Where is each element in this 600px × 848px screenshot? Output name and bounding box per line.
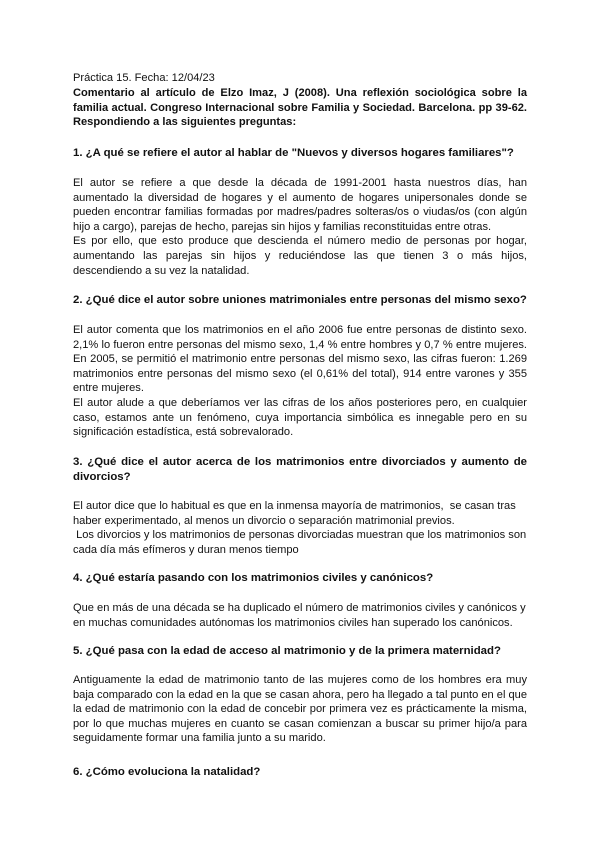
practice-line bbox=[73, 71, 527, 86]
answer-line: hijo a cargo), parejas de hecho, parejas sin hijos y familias reconstituidas entre otras. bbox=[73, 220, 492, 233]
answer-line: baja comparado con la edad en la que se casan ahora, pero ha llegado a tal punto en el que bbox=[73, 688, 527, 701]
answer-line: Antiguamente la edad de matrimonio tanto de las mujeres como de los hombres era muy bbox=[73, 674, 527, 686]
answer-1 bbox=[73, 176, 527, 278]
answer-line: pueden encontrar familias formadas por madres/padres solteras/os o viudas/os (con algún bbox=[73, 206, 527, 219]
answer-line: caso, estamos ante un fenómeno, cuya importancia simbólica es innegable pero en su bbox=[73, 411, 527, 424]
article-reference-line: familia actual. Congreso Internacional sobre Familia y Sociedad. Barcelona. pp 39-62. bbox=[73, 101, 527, 114]
article-reference-line: Respondiendo a las siguientes preguntas: bbox=[73, 116, 297, 129]
answer-5 bbox=[73, 673, 527, 746]
question-line: divorcios? bbox=[73, 470, 131, 483]
answer-line: Los divorcios y los matrimonios de personas divorciadas muestran que los matrimonios son bbox=[73, 529, 527, 542]
question-1: 1. ¿A qué se refiere el autor al hablar de "Nuevos y diversos hogares familiares"? bbox=[73, 147, 514, 159]
answer-4 bbox=[73, 601, 527, 630]
answer-line: 2,1% lo fueron entre personas del mismo sexo, 1,4 % entre hombres y 0,7 % entre mujeres. bbox=[73, 338, 527, 351]
answer-line: Es por ello, que esto produce que descienda el número medio de personas por hogar, bbox=[73, 235, 527, 248]
article-reference-line: Comentario al artículo de Elzo Imaz, J (2008). Una reflexión sociológica sobre la bbox=[73, 87, 527, 99]
answer-line: aumentando las parejas sin hijos y reduciéndose las que tienen 3 o más hijos, bbox=[73, 249, 527, 262]
answer-line: El autor comenta que los matrimonios en el año 2006 fue entre personas de distinto sexo. bbox=[73, 324, 527, 336]
question-line: 3. ¿Qué dice el autor acerca de los matrimonios entre divorciados y aumento de bbox=[73, 456, 527, 468]
answer-line: en muchas comunidades autónomas los matrimonios civiles han superado los canónicos. bbox=[73, 616, 513, 629]
answer-2 bbox=[73, 323, 527, 440]
answer-line: El autor alude a que deberíamos ver las cifras de los años posteriores pero, en cualquier bbox=[73, 396, 527, 409]
question-6: 6. ¿Cómo evoluciona la natalidad? bbox=[73, 766, 261, 778]
answer-line: significación estadística, está sobrevalorado. bbox=[73, 426, 294, 439]
question-4: 4. ¿Qué estaría pasando con los matrimonios civiles y canónicos? bbox=[73, 572, 434, 584]
practice-date: Práctica 15. Fecha: 12/04/23 bbox=[73, 72, 215, 84]
answer-line: aumentado la diversidad de hogares y el aumento de hogares unipersonales donde se bbox=[73, 191, 527, 204]
question-3 bbox=[73, 455, 527, 484]
answer-line: seguidamente formar una familia junto a su marido. bbox=[73, 732, 326, 745]
answer-line: matrimonios entre personas del mismo sexo (el 0,61% del total), 914 entre varones y 355 bbox=[73, 367, 527, 380]
answer-line: haber experimentado, al menos un divorcio o separación matrimonial previos. bbox=[73, 514, 455, 527]
article-reference bbox=[73, 86, 527, 130]
answer-line: por lo que muchas mujeres en cuanto se casan comienzan a buscar su primer hijo/a para bbox=[73, 717, 527, 730]
answer-line: cada día más efímeros y duran menos tiempo bbox=[73, 543, 299, 556]
answer-line: Que en más de una década se ha duplicado el número de matrimonios civiles y canónicos y bbox=[73, 602, 526, 614]
answer-line: El autor dice que lo habitual es que en la inmensa mayoría de matrimonios, se casan tras bbox=[73, 500, 516, 512]
answer-line: entre mujeres. bbox=[73, 382, 144, 395]
answer-line: El autor se refiere a que desde la década de 1991-2001 hasta nuestros días, han bbox=[73, 177, 527, 189]
answer-line: descendiendo a su vez la natalidad. bbox=[73, 264, 250, 277]
question-5: 5. ¿Qué pasa con la edad de acceso al matrimonio y de la primera maternidad? bbox=[73, 645, 501, 657]
question-2: 2. ¿Qué dice el autor sobre uniones matrimoniales entre personas del mismo sexo? bbox=[73, 294, 527, 306]
answer-line: En 2005, se permitió el matrimonio entre personas del mismo sexo, las cifras fueron: 1.269 bbox=[73, 353, 527, 366]
answer-line: la edad de matrimonio con la edad de concebir por primera vez es prácticamente la misma, bbox=[73, 703, 527, 716]
answer-3 bbox=[73, 499, 527, 557]
